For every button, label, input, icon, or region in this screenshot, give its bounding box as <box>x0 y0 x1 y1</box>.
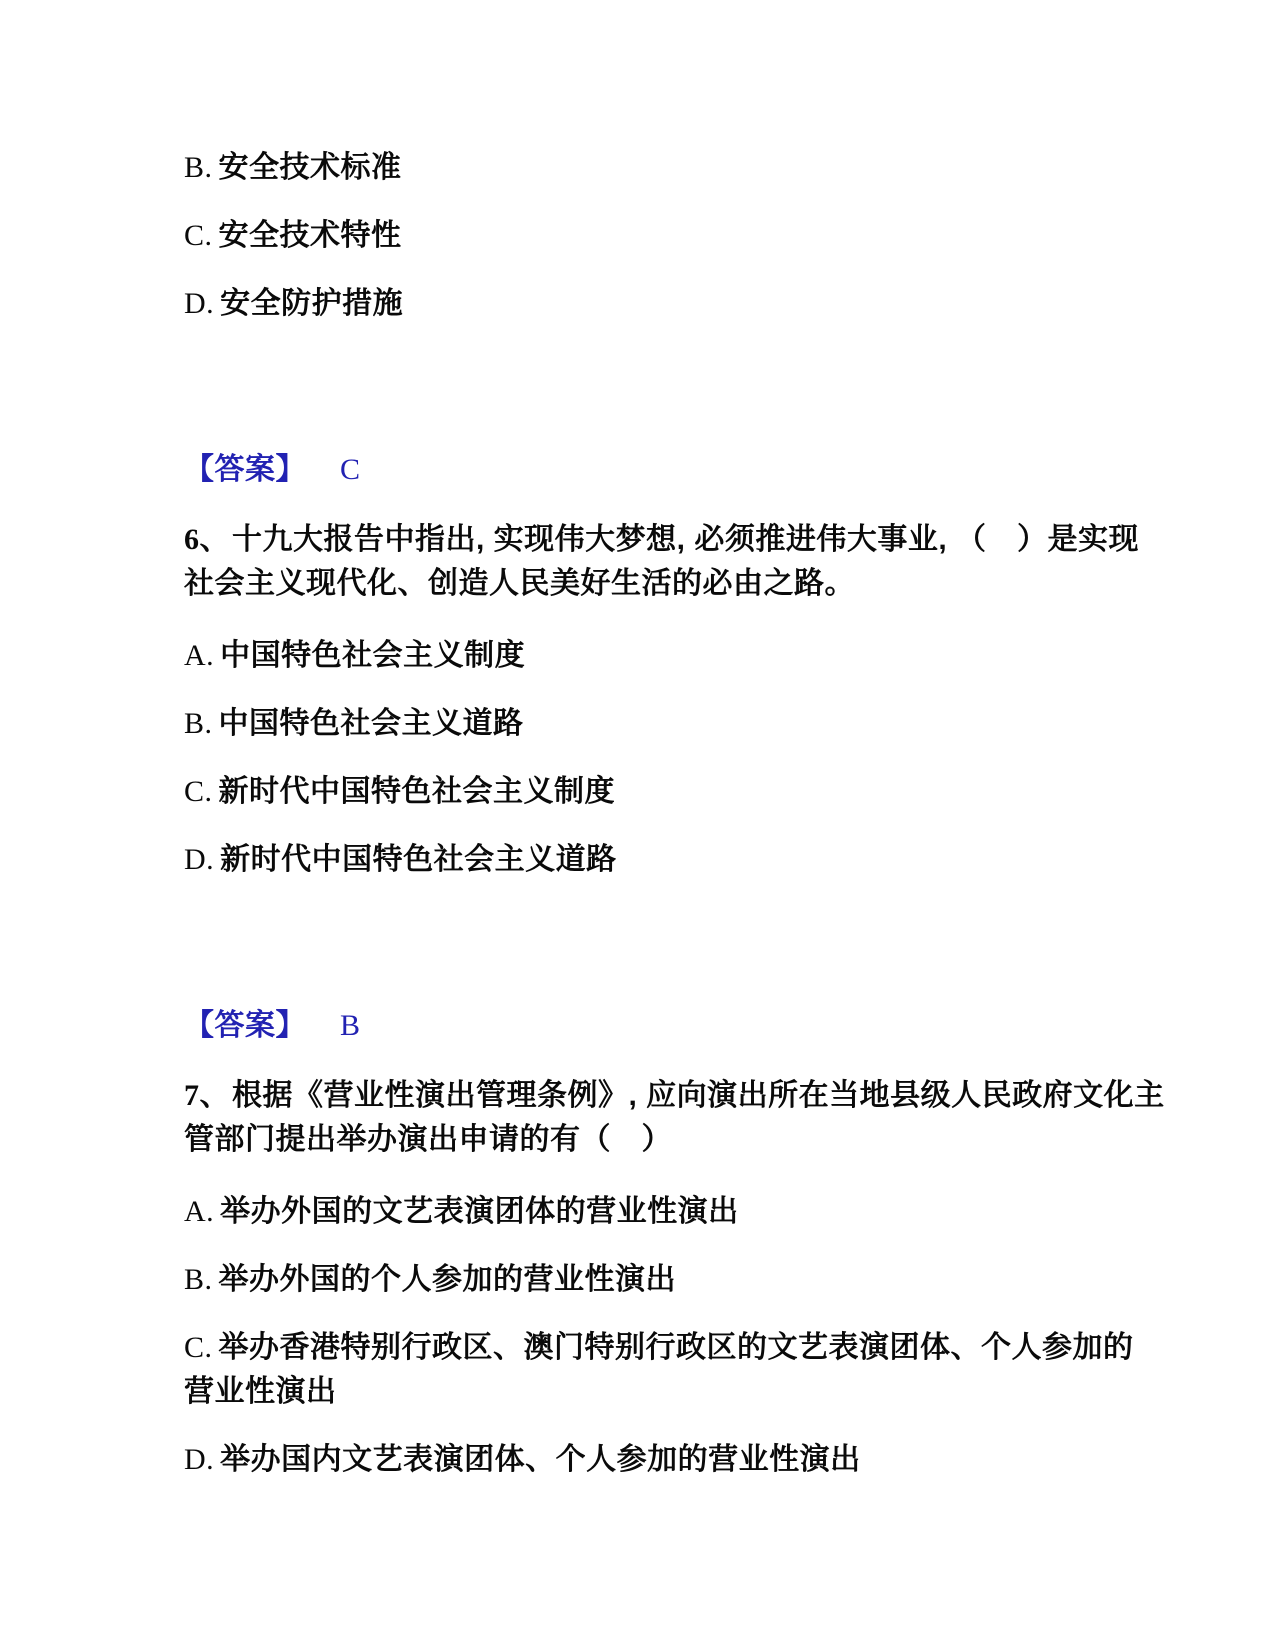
option-row <box>184 1190 1185 1234</box>
question-5-block <box>184 146 1185 492</box>
option-text: 安全防护措施 <box>220 287 404 320</box>
stem-text: 管部门提出举办演出申请的有（ ） <box>184 1123 672 1156</box>
option-row <box>184 702 1185 746</box>
option-letter: B. <box>184 707 213 740</box>
option-row <box>184 1438 1185 1482</box>
option-letter: B. <box>184 1263 213 1296</box>
option-wrap-line <box>184 1370 1185 1414</box>
option-text: 安全技术标准 <box>218 151 402 184</box>
option-row <box>184 1326 1185 1370</box>
option-text: 新时代中国特色社会主义制度 <box>218 775 616 808</box>
option-text: 中国特色社会主义制度 <box>220 639 526 672</box>
question-stem-line <box>184 1118 1185 1162</box>
question-number: 6、 <box>184 523 230 556</box>
question-number: 7、 <box>184 1079 230 1112</box>
option-text: 安全技术特性 <box>218 219 402 252</box>
option-letter: D. <box>184 1443 215 1476</box>
answer-row <box>184 448 1185 492</box>
answer-value: B <box>340 1009 361 1042</box>
answer-label: 【答案】 <box>184 453 306 486</box>
option-letter: C. <box>184 219 213 252</box>
option-text: 营业性演出 <box>184 1375 337 1408</box>
option-text: 新时代中国特色社会主义道路 <box>220 843 617 876</box>
option-text: 中国特色社会主义道路 <box>218 707 524 740</box>
option-letter: C. <box>184 775 213 808</box>
question-stem-line <box>184 1074 1185 1118</box>
question-stem-line <box>184 562 1185 606</box>
option-row <box>184 634 1185 678</box>
option-text: 举办国内文艺表演团体、个人参加的营业性演出 <box>220 1443 861 1476</box>
option-letter: D. <box>184 843 215 876</box>
answer-value: C <box>340 453 361 486</box>
question-6-block <box>184 518 1185 1048</box>
stem-text: 根据《营业性演出管理条例》, 应向演出所在当地县级人民政府文化主 <box>232 1079 1165 1112</box>
stem-text: 十九大报告中指出, 实现伟大梦想, 必须推进伟大事业, （ ）是实现 <box>232 523 1140 556</box>
answer-row <box>184 1004 1185 1048</box>
option-letter: C. <box>184 1331 213 1364</box>
option-text: 举办外国的文艺表演团体的营业性演出 <box>220 1195 739 1228</box>
answer-label: 【答案】 <box>184 1009 306 1042</box>
option-row <box>184 214 1185 258</box>
option-row <box>184 146 1185 190</box>
option-text: 举办外国的个人参加的营业性演出 <box>218 1263 677 1296</box>
option-letter: A. <box>184 1195 215 1228</box>
stem-text: 社会主义现代化、创造人民美好生活的必由之路。 <box>184 567 855 600</box>
option-letter: D. <box>184 287 215 320</box>
option-row <box>184 282 1185 326</box>
option-row <box>184 838 1185 882</box>
option-row <box>184 1258 1185 1302</box>
question-7-block <box>184 1074 1185 1482</box>
option-letter: B. <box>184 151 213 184</box>
option-letter: A. <box>184 639 215 672</box>
option-row <box>184 770 1185 814</box>
option-text: 举办香港特别行政区、澳门特别行政区的文艺表演团体、个人参加的 <box>218 1331 1134 1364</box>
question-stem-line <box>184 518 1185 562</box>
